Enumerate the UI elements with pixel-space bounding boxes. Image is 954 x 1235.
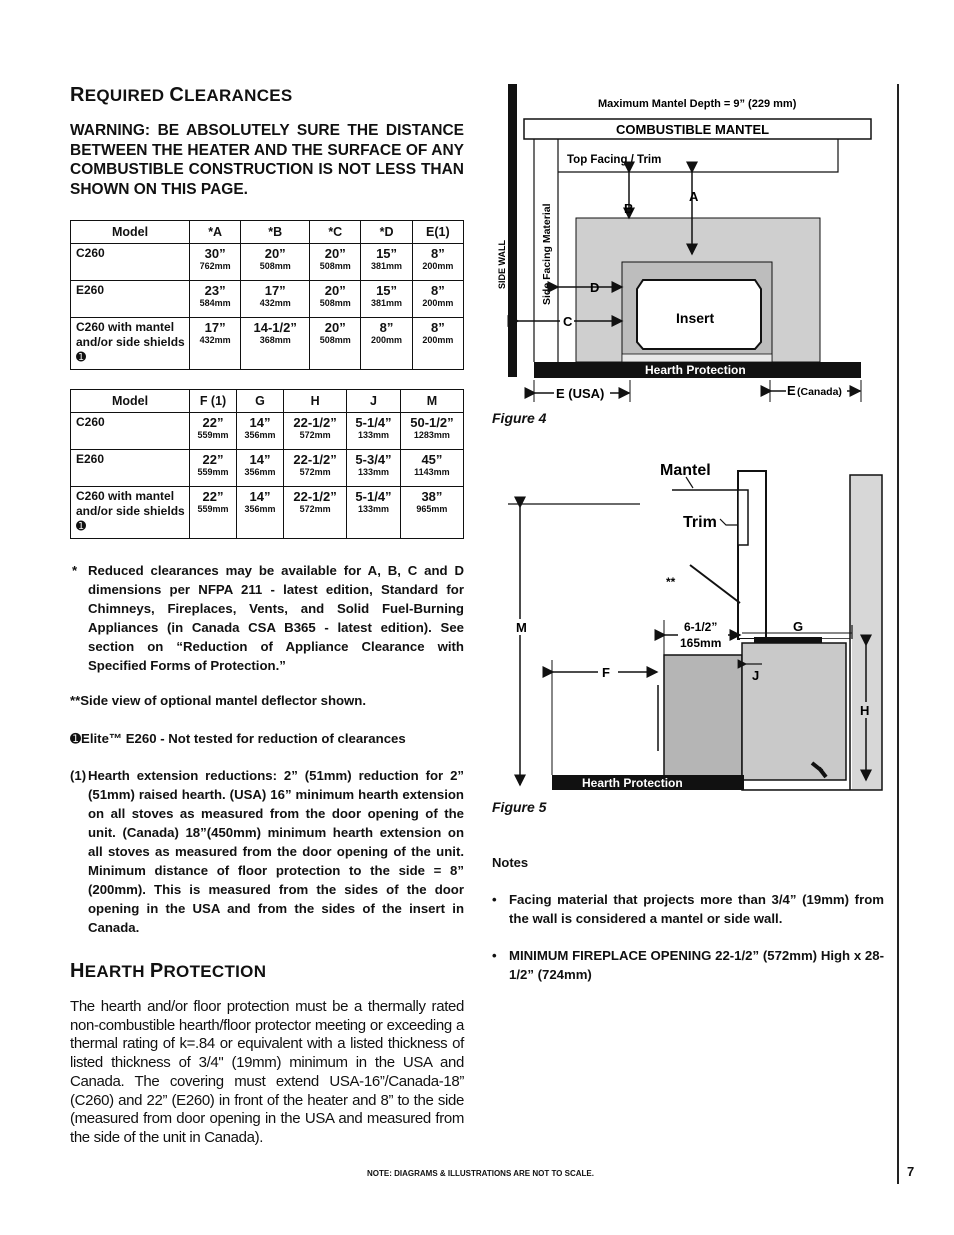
value-cell	[237, 487, 284, 539]
table-row	[71, 487, 464, 539]
side-wall-label: SIDE WALL	[497, 240, 507, 289]
mm-value: 559mm	[197, 430, 229, 440]
column-rule	[897, 84, 899, 1184]
trim-label: Trim	[683, 514, 717, 531]
inch-value: 5-1/4”	[355, 415, 392, 430]
value-cell	[237, 413, 284, 450]
trim-shape	[738, 490, 748, 545]
value-cell	[347, 450, 401, 487]
table-header-cell: *D	[361, 221, 412, 244]
value-cell	[347, 413, 401, 450]
mm-value: 200mm	[422, 335, 454, 345]
label-f: F	[602, 665, 610, 680]
mm-value: 762mm	[199, 261, 231, 271]
value-cell	[241, 281, 310, 318]
table-header-cell: M	[400, 390, 463, 413]
mm-value: 965mm	[416, 504, 448, 514]
inch-value: 17”	[204, 320, 226, 335]
value-cell	[190, 244, 241, 281]
bullet-dot: •	[492, 948, 497, 963]
mm-value: 381mm	[371, 261, 403, 271]
inch-value: 22-1/2”	[293, 452, 337, 467]
note-mark: *	[72, 563, 78, 578]
inch-value: 17”	[264, 283, 286, 298]
dim-label-2: 165mm	[680, 636, 722, 650]
heading-cap: P	[149, 960, 164, 982]
note-mark: (1)	[70, 768, 87, 783]
mantel-label: COMBUSTIBLE MANTEL	[616, 122, 770, 137]
inch-value: 8”	[430, 320, 445, 335]
inch-value: 20”	[324, 246, 346, 261]
mm-value: 559mm	[197, 467, 229, 477]
model-cell: C260 with mantel and/or side shields ➊	[71, 318, 190, 370]
mantel-deflector	[690, 565, 740, 603]
side-view-note: **Side view of optional mantel deflector shown.	[70, 693, 367, 708]
inch-value: 8”	[430, 283, 445, 298]
table-header-cell: E(1)	[412, 221, 463, 244]
mm-value: 356mm	[244, 504, 276, 514]
insert-base	[622, 354, 772, 362]
hearth-protection-body: The hearth and/or floor protection must be a thermally rated non-combustible hearth/floor protector meeting or exceeding a thermal rating of k=.84 or equivalent with a listed thickness of listed thickness of 3/4" (19mm) minimum in the USA and Canada. The covering must extend USA-16”/Canada-18” (C260) and 22” (E260) in front of the heater and 8” to the side (measured from door opening in the USA and measured from the side of the unit in Canada).	[70, 998, 464, 1146]
heading-cap: R	[70, 84, 85, 106]
bullet-text: Facing material that projects more than 3/4” (19mm) from the wall is considered a mantel or side wall.	[509, 892, 884, 926]
inch-value: 5-3/4”	[355, 452, 392, 467]
inch-value: 23”	[204, 283, 226, 298]
inch-value: 22”	[202, 489, 224, 504]
heading-rest: EARTH	[84, 962, 150, 981]
clearance-table-1	[70, 220, 464, 370]
warning-text: WARNING: BE ABSOLUTELY SURE THE DISTANCE BETWEEN THE HEATER AND THE SURFACE OF ANY COMBUSTIBLE CONSTRUCTION IS NOT LESS THAN SHOWN ON THIS PAGE.	[70, 122, 464, 198]
table-row	[71, 450, 464, 487]
model-cell: E260	[71, 281, 190, 318]
inch-value: 22-1/2”	[293, 489, 337, 504]
label-c: C	[563, 314, 573, 329]
stove-top-plate	[754, 637, 822, 643]
inch-value: 22”	[202, 452, 224, 467]
label-e-usa: E (USA)	[556, 386, 605, 401]
inch-value: 14”	[249, 452, 271, 467]
value-cell	[310, 244, 361, 281]
value-cell	[284, 413, 347, 450]
mm-value: 1143mm	[414, 467, 450, 477]
model-cell: C260	[71, 413, 190, 450]
inch-value: 38”	[421, 489, 443, 504]
mm-value: 572mm	[299, 504, 331, 514]
table-header-cell: *A	[190, 221, 241, 244]
value-cell	[400, 450, 463, 487]
table-header-cell: H	[284, 390, 347, 413]
inch-value: 50-1/2”	[410, 415, 454, 430]
value-cell	[190, 413, 237, 450]
label-e: E	[787, 383, 796, 398]
heading-rest: LEARANCES	[184, 86, 293, 105]
dim-label-1: 6-1/2”	[684, 620, 718, 634]
value-cell	[310, 281, 361, 318]
clearance-table-2	[70, 389, 464, 539]
mm-value: 200mm	[422, 298, 454, 308]
table-row	[71, 281, 464, 318]
value-cell	[347, 487, 401, 539]
hearth-protection-heading	[70, 960, 266, 983]
figure-4-diagram	[490, 84, 890, 404]
mm-value: 133mm	[357, 504, 390, 514]
table-row	[71, 244, 464, 281]
inch-value: 8”	[379, 320, 394, 335]
model-cell: E260	[71, 450, 190, 487]
mm-value: 508mm	[319, 261, 351, 271]
bullet-text: MINIMUM FIREPLACE OPENING 22-1/2” (572mm) High x 28-1/2” (724mm)	[509, 948, 884, 982]
table-header-cell: Model	[71, 390, 190, 413]
mm-value: 200mm	[422, 261, 454, 271]
inch-value: 14”	[249, 489, 271, 504]
inch-value: 30”	[204, 246, 226, 261]
figure-5-diagram	[490, 455, 890, 800]
value-cell	[190, 281, 241, 318]
inch-value: 20”	[324, 320, 346, 335]
figure-4-caption: Figure 4	[492, 410, 547, 426]
max-mantel-label: Maximum Mantel Depth = 9” (229 mm)	[598, 98, 797, 110]
inch-value: 22-1/2”	[293, 415, 337, 430]
inch-value: 20”	[264, 246, 286, 261]
inch-value: 15”	[376, 246, 398, 261]
page-number: 7	[907, 1164, 915, 1179]
table-header-cell: Model	[71, 221, 190, 244]
label-h: H	[860, 703, 870, 718]
label-m: M	[516, 620, 527, 635]
value-cell	[400, 487, 463, 539]
required-clearances-heading	[70, 84, 293, 107]
mm-value: 508mm	[319, 298, 351, 308]
label-b: B	[624, 201, 634, 216]
value-cell	[361, 281, 412, 318]
inch-value: 5-1/4”	[355, 489, 392, 504]
table-header-cell: J	[347, 390, 401, 413]
mm-value: 432mm	[199, 335, 231, 345]
figure-5-caption: Figure 5	[492, 799, 547, 815]
label-j: J	[752, 668, 760, 683]
elite-note: ➊Elite™ E260 - Not tested for reduction of clearances	[70, 731, 406, 746]
side-wall	[508, 84, 517, 377]
value-cell	[284, 487, 347, 539]
table-header-cell: G	[237, 390, 284, 413]
value-cell	[361, 318, 412, 370]
note-bullet-1	[492, 890, 884, 928]
value-cell	[361, 244, 412, 281]
mm-value: 133mm	[357, 430, 390, 440]
value-cell	[412, 244, 463, 281]
value-cell	[241, 318, 310, 370]
table-row	[71, 413, 464, 450]
note-text: Hearth extension reductions: 2” (51mm) reduction for 2” (51mm) raised hearth. (USA) 16” minimum hearth extension on all stoves as measured from the door opening of the unit. (Canada) 18”(450mm) minimum hearth extension on all stoves as measured from the door opening of the unit. Minimum distance of floor protection to the side = 8” (200mm). This is measured from the sides of the door opening in the USA and from the sides of the insert in Canada.	[88, 768, 464, 935]
label-a: A	[689, 189, 699, 204]
notes-title: Notes	[492, 855, 529, 870]
table-header-cell: *B	[241, 221, 310, 244]
table-header-row	[71, 221, 464, 244]
value-cell	[400, 413, 463, 450]
table-header-cell: F (1)	[190, 390, 237, 413]
heading-rest: EQUIRED	[84, 86, 170, 105]
mm-value: 508mm	[319, 335, 351, 345]
value-cell	[190, 450, 237, 487]
mm-value: 381mm	[371, 298, 403, 308]
stars-label: **	[666, 575, 676, 589]
value-cell	[284, 450, 347, 487]
inch-value: 15”	[376, 283, 398, 298]
hearth-extension-note	[70, 766, 464, 937]
model-cell: C260	[71, 244, 190, 281]
stove-front	[664, 655, 742, 780]
value-cell	[412, 281, 463, 318]
hearth-label: Hearth Protection	[645, 363, 746, 377]
mm-value: 508mm	[259, 261, 291, 271]
inch-value: 45”	[421, 452, 443, 467]
mm-value: 572mm	[299, 467, 331, 477]
bullet-dot: •	[492, 892, 497, 907]
side-facing-label: Side Facing Material	[541, 203, 553, 305]
value-cell	[190, 487, 237, 539]
mm-value: 356mm	[244, 467, 276, 477]
value-cell	[241, 244, 310, 281]
mm-value: 572mm	[299, 430, 331, 440]
top-facing-label: Top Facing / Trim	[567, 154, 662, 166]
inch-value: 20”	[324, 283, 346, 298]
label-canada: (Canada)	[797, 386, 842, 398]
hearth-label: Hearth Protection	[582, 776, 683, 790]
insert-label: Insert	[676, 310, 715, 326]
heading-cap: C	[169, 84, 185, 106]
mm-value: 133mm	[357, 467, 390, 477]
inch-value: 14”	[249, 415, 271, 430]
inch-value: 8”	[430, 246, 445, 261]
mm-value: 356mm	[244, 430, 276, 440]
reduced-clearance-note	[70, 561, 464, 675]
value-cell	[310, 318, 361, 370]
scale-footnote: NOTE: DIAGRAMS & ILLUSTRATIONS ARE NOT TO SCALE.	[367, 1169, 594, 1178]
trim-leader	[720, 519, 737, 525]
heading-rest: ROTECTION	[163, 962, 267, 981]
note-bullet-2	[492, 946, 884, 984]
heading-cap: H	[70, 960, 85, 982]
note-text: Reduced clearances may be available for A, B, C and D dimensions per NFPA 211 - latest edition, Standard for Chimneys, Fireplaces, Vents, and Solid Fuel-Burning Appliances (in Canada CSA B365 - latest edition). See section on “Reduction of Appliance Clearance with Specified Forms of Protection.”	[88, 563, 464, 673]
table-row	[71, 318, 464, 370]
mm-value: 200mm	[371, 335, 403, 345]
mm-value: 584mm	[199, 298, 231, 308]
mm-value: 1283mm	[413, 430, 450, 440]
mm-value: 559mm	[197, 504, 229, 514]
table-header-cell: *C	[310, 221, 361, 244]
inch-value: 22”	[202, 415, 224, 430]
mantel-label: Mantel	[660, 462, 711, 479]
value-cell	[412, 318, 463, 370]
value-cell	[190, 318, 241, 370]
value-cell	[237, 450, 284, 487]
table-header-row	[71, 390, 464, 413]
model-cell: C260 with mantel and/or side shields ➊	[71, 487, 190, 539]
label-d: D	[590, 280, 600, 295]
inch-value: 14-1/2”	[253, 320, 297, 335]
mm-value: 432mm	[259, 298, 291, 308]
label-g: G	[793, 619, 804, 634]
mm-value: 368mm	[259, 335, 291, 345]
